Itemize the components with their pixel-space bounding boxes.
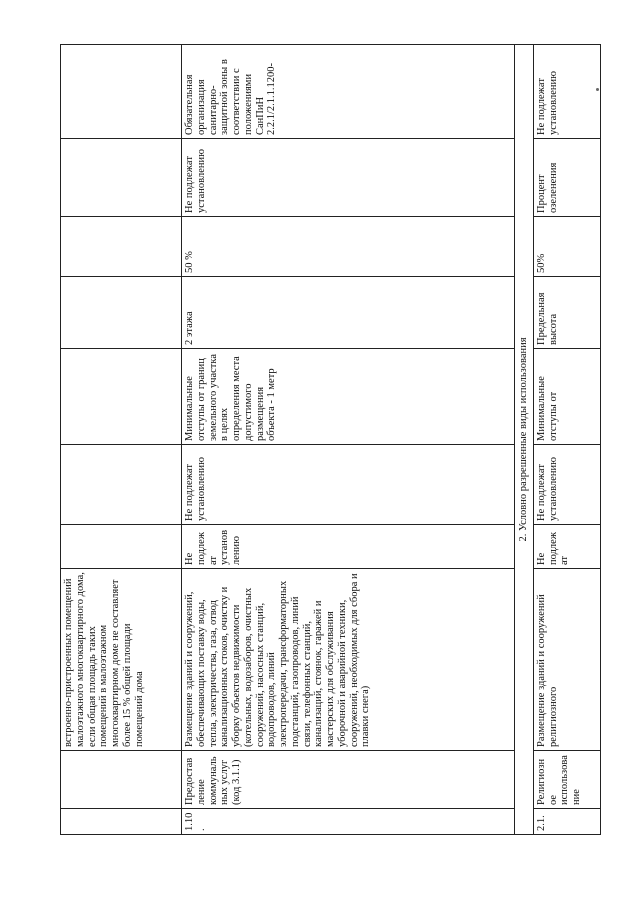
cell-c4: Не подлежат установлению (182, 525, 515, 569)
cell-c10 (61, 45, 182, 139)
cell-c10: Обязательная организация санитарно-защитной зоны в соответствии с положениями СанПиН 2.2.1/2.1.1.1200- (182, 45, 515, 139)
use-description: Размещение зданий и сооружений религиозного (533, 569, 600, 751)
rotated-page (60, 45, 590, 835)
cell-c5: Не подлежат установлению (533, 445, 600, 525)
cell-c4 (61, 525, 182, 569)
cell-c9: Не подлежат установлению (182, 139, 515, 217)
cell-c7: 2 этажа (182, 277, 515, 349)
section-header-row (515, 45, 534, 835)
cell-c5: Не подлежат установлению (182, 445, 515, 525)
cell-c8: 50 % (182, 217, 515, 277)
row-number (61, 809, 182, 835)
cell-c9 (61, 139, 182, 217)
cell-c9: Процент озеленения (533, 139, 600, 217)
table-row (182, 45, 515, 835)
section-title: 2. Условно разрешенные виды использования (515, 45, 534, 835)
cell-c5 (61, 445, 182, 525)
use-description: Размещение зданий и сооружений, обеспечивающих поставку воды, тепла, электричества, газа, отвод канализационных стоков, очистку и уборку объектов недвижимости (котельных, водозаборов, очистных сооружений, насосных станций, водопроводов, линий электропередачи, трансформаторных подстанций, газопроводов, линий связи, телефонных станций, канализаций, стоянок, гаражей и мастерских для обслуживания уборочной и аварийной техники, сооружений, необходимых для сбора и плавки снега) (182, 569, 515, 751)
row-number: 2.1. (533, 809, 600, 835)
cell-c8: 50% (533, 217, 600, 277)
use-description: встроенно-пристроенных помещений малоэтажного многоквартирного дома, если общая площадь таких помещений в малоэтажном многоквартирном доме не составляет более 15 % общей площади помещений дома (61, 569, 182, 751)
cell-c4: Не подлежат (533, 525, 600, 569)
cell-c7: Предельная высота (533, 277, 600, 349)
regulations-table (60, 44, 601, 835)
cell-c6 (61, 349, 182, 445)
use-name (61, 751, 182, 809)
table-row (533, 45, 600, 835)
cell-c8 (61, 217, 182, 277)
use-name: Предоставление коммунальных услуг (код 3.1.1) (182, 751, 515, 809)
cell-c7 (61, 277, 182, 349)
use-name: Религиозное использование (533, 751, 600, 809)
cell-c6: Минимальные отступы от (533, 349, 600, 445)
cell-c10: Не подлежат установлению (533, 45, 600, 139)
cell-c6: Минимальные отступы от границ земельного участка в целях определения места допустимого размещения объекта - 1 метр (182, 349, 515, 445)
row-number: 1.10. (182, 809, 515, 835)
table-row (61, 45, 182, 835)
